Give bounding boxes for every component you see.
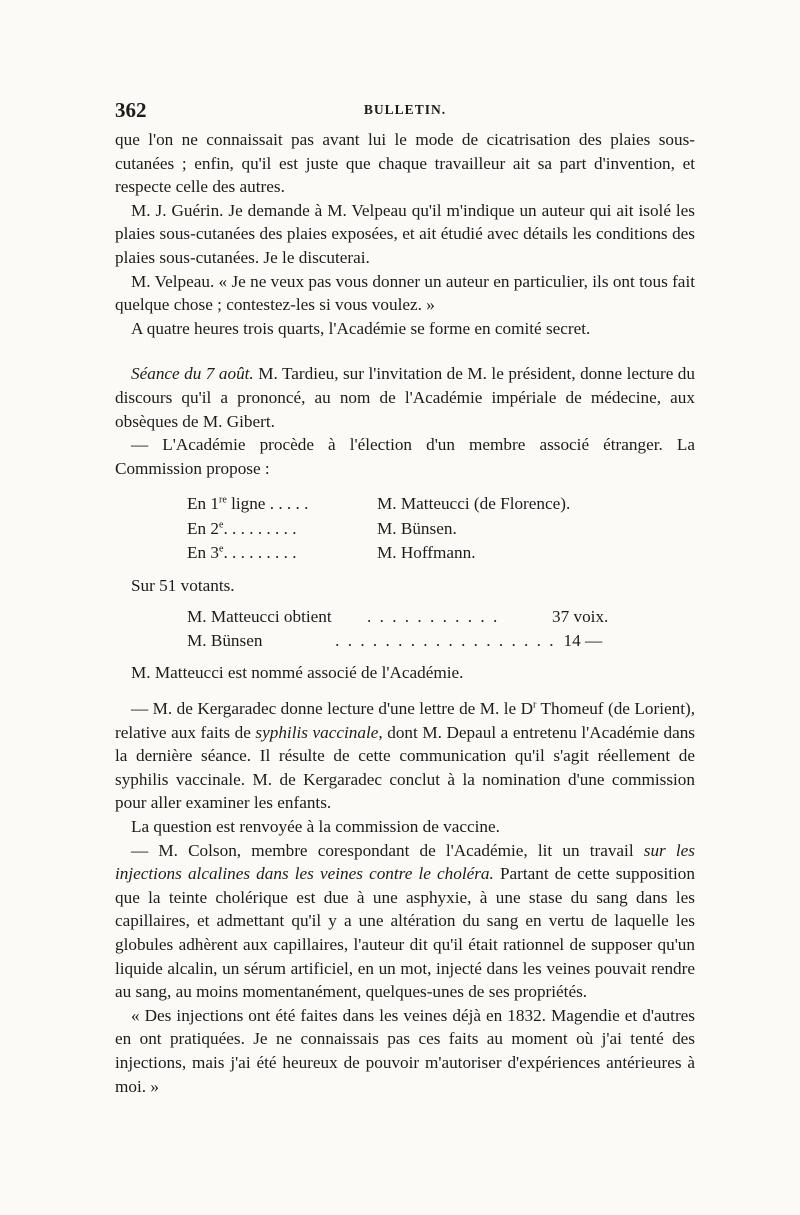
spacer [115, 685, 695, 697]
candidate-name: M. Matteucci (de Florence). [377, 494, 571, 514]
vote-dots: . . . . . . . . . . . . . . . . . . [335, 631, 556, 651]
candidate-row [187, 492, 627, 517]
candidate-name: M. Hoffmann. [377, 543, 476, 563]
vote-list [187, 605, 617, 653]
spacer [115, 340, 695, 362]
paragraph: — M. de Kergaradec donne lecture d'une lettre de M. le $D^r$ Thomeuf (de Lorient), relative aux faits de syphilis vaccinale, dont M. Depaul a entretenu l'Académie dans la dernière séance. Il résulte de cette communication qu'il s'agit réellement de syphilis vaccinale. M. de Kergaradec conclut à la nomination d'une commission pour aller examiner les enfants. [115, 699, 695, 813]
paragraph: que l'on ne connaissait pas avant lui le mode de cicatrisation des plaies sous-cutanées ; enfin, qu'il est juste que chaque travailleur ait sa part d'invention, et respecte celle des autres. [115, 130, 695, 197]
candidate-rank: En 2e. . . . . . . . . [187, 518, 297, 538]
paragraph: M. J. Guérin. Je demande à M. Velpeau qu'il m'indique un auteur qui ait isolé les plaies sous-cutanées des plaies exposées, et ait étudié avec détails les conditions des plaies sous-cutanées. Je le discuterai. [115, 200, 695, 267]
spacer [115, 480, 695, 492]
paragraph: La question est renvoyée à la commission de vaccine. [131, 816, 500, 836]
spacer [115, 566, 695, 574]
paragraph [115, 362, 695, 433]
candidate-name: M. Bünsen. [377, 518, 457, 538]
spacer [115, 653, 695, 661]
paragraph: M. Velpeau. « Je ne veux pas vous donner un auteur en particulier, ils ont tous fait quelque chose ; contestez-les si vous voulez. » [115, 271, 695, 315]
paragraph: « Des injections ont été faites dans les veines déjà en 1832. Magendie et d'autres en ont pratiquées. Je ne connaissais pas ces faits au moment où j'ai tenté des injections, mais j'ai été heureux de pouvoir m'autoriser d'expériences antérieures à moi. » [115, 1005, 695, 1096]
vote-row [187, 605, 617, 629]
voter-count: Sur 51 votants. [131, 575, 235, 595]
candidate-rank: En 1re ligne . . . . . [187, 494, 309, 514]
paragraph-text: M. Tardieu, sur l'invitation de M. le président, donne lecture du discours qu'il a prononcé, au nom de l'Académie impériale de médecine, aux obsèques de M. Gibert. [115, 364, 695, 431]
page-header [115, 98, 695, 122]
vote-count: 14 — [563, 631, 603, 651]
spacer [115, 597, 695, 605]
candidate-list [187, 492, 627, 566]
candidate-row [187, 517, 627, 542]
paragraph: — M. Colson, membre corespondant de l'Académie, lit un travail sur les injections alcalines dans les veines contre le choléra. Partant de cette supposition que la teinte cholérique est due à une asphyxie, à une stase du sang dans les capillaires, et admettant qu'il y a une altération du sang en vertu de laquelle les globules adhèrent aux capillaires, l'auteur dit qu'il était rationnel de supposer qu'un liquide alcalin, un sérum artificiel, en un mot, injecté dans les veines pouvait rendre au sang, au moins momentanément, quelques-unes de ses propriétés. [115, 840, 695, 1002]
election-result: M. Matteucci est nommé associé de l'Académie. [131, 663, 464, 683]
vote-count: 37 voix. [552, 607, 609, 627]
paragraph: — L'Académie procède à l'élection d'un membre associé étranger. La Commission propose : [115, 435, 695, 478]
vote-dots: . . . . . . . . . . . [367, 607, 500, 627]
vote-name: M. Bünsen [187, 631, 263, 651]
session-date: Séance du 7 août. [131, 364, 254, 384]
page-number: 362 [115, 98, 147, 122]
candidate-rank: En 3e. . . . . . . . . [187, 543, 297, 563]
paragraph: A quatre heures trois quarts, l'Académie se forme en comité secret. [131, 318, 591, 338]
running-title: BULLETIN. [363, 102, 447, 117]
page-body [115, 128, 695, 1098]
vote-name: M. Matteucci obtient [187, 607, 332, 627]
vote-row [187, 629, 617, 653]
candidate-row [187, 541, 627, 566]
